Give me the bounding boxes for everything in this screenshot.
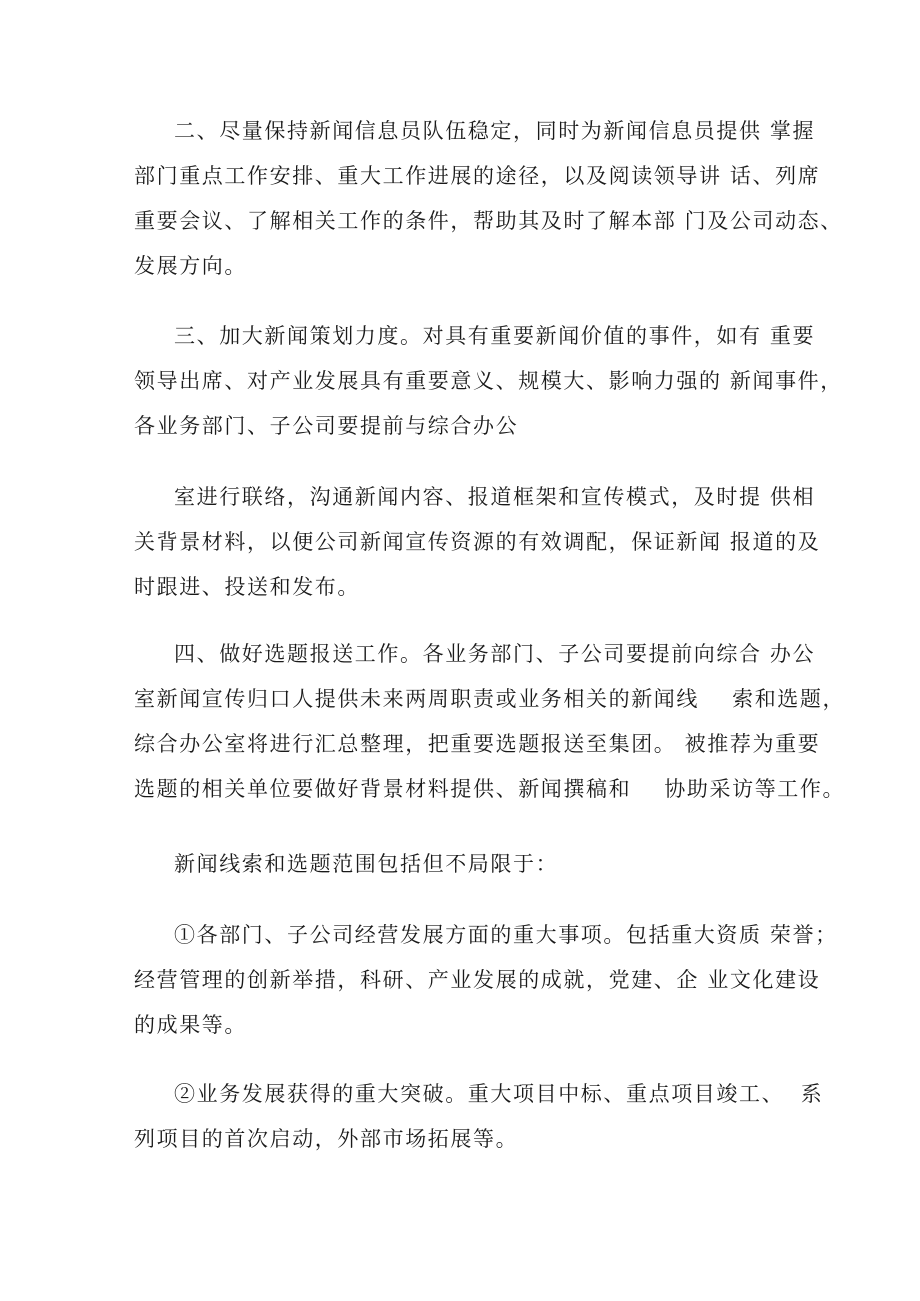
item-1-line-1: ①各部门、子公司经营发展方面的重大事项。包括重大资质 荣誉； xyxy=(174,923,838,947)
item-1-line-3: 的成果等。 xyxy=(134,1013,247,1037)
item-2-line-2: 列项目的首次启动，外部市场拓展等。 xyxy=(134,1127,519,1151)
paragraph-3b-line-3: 时跟进、投送和发布。 xyxy=(134,575,360,599)
scope-intro-line: 新闻线索和选题范围包括但不局限于： xyxy=(174,852,559,876)
paragraph-3-line-3: 各业务部门、子公司要提前与综合办公 xyxy=(134,414,519,438)
paragraph-2-line-1: 二、尽量保持新闻信息员队伍稳定，同时为新闻信息员提供 掌握 xyxy=(174,119,816,143)
paragraph-4-line-1: 四、做好选题报送工作。各业务部门、子公司要提前向综合 办公 xyxy=(174,642,816,666)
item-2-line-1: ②业务发展获得的重大突破。重大项目中标、重点项目竣工、 系 xyxy=(174,1082,824,1106)
paragraph-4-line-2: 室新闻宣传归口人提供未来两周职责或业务相关的新闻线 索和选题， xyxy=(134,687,846,711)
paragraph-3b-line-2: 关背景材料，以便公司新闻宣传资源的有效调配，保证新闻 报道的及 xyxy=(134,530,821,554)
paragraph-4-line-4: 选题的相关单位要做好背景材料提供、新闻撰稿和 协助采访等工作。 xyxy=(134,777,846,801)
paragraph-2-line-2: 部门重点工作安排、重大工作进展的途径，以及阅读领导讲 话、列席 xyxy=(134,164,821,188)
paragraph-2-line-4: 发展方向。 xyxy=(134,254,247,278)
paragraph-4-line-3: 综合办公室将进行汇总整理，把重要选题报送至集团。 被推荐为重要 xyxy=(134,732,821,756)
paragraph-3-line-2: 领导出席、对产业发展具有重要意义、规模大、影响力强的 新闻事件， xyxy=(134,369,843,393)
paragraph-3-line-1: 三、加大新闻策划力度。对具有重要新闻价值的事件，如有 重要 xyxy=(174,324,816,348)
item-1-line-2: 经营管理的创新举措，科研、产业发展的成就，党建、企 业文化建设 xyxy=(134,968,821,992)
paragraph-3b-line-1: 室进行联络，沟通新闻内容、报道框架和宣传模式，及时提 供相 xyxy=(174,485,816,509)
paragraph-2-line-3: 重要会议、了解相关工作的条件，帮助其及时了解本部 门及公司动态、 xyxy=(134,209,843,233)
